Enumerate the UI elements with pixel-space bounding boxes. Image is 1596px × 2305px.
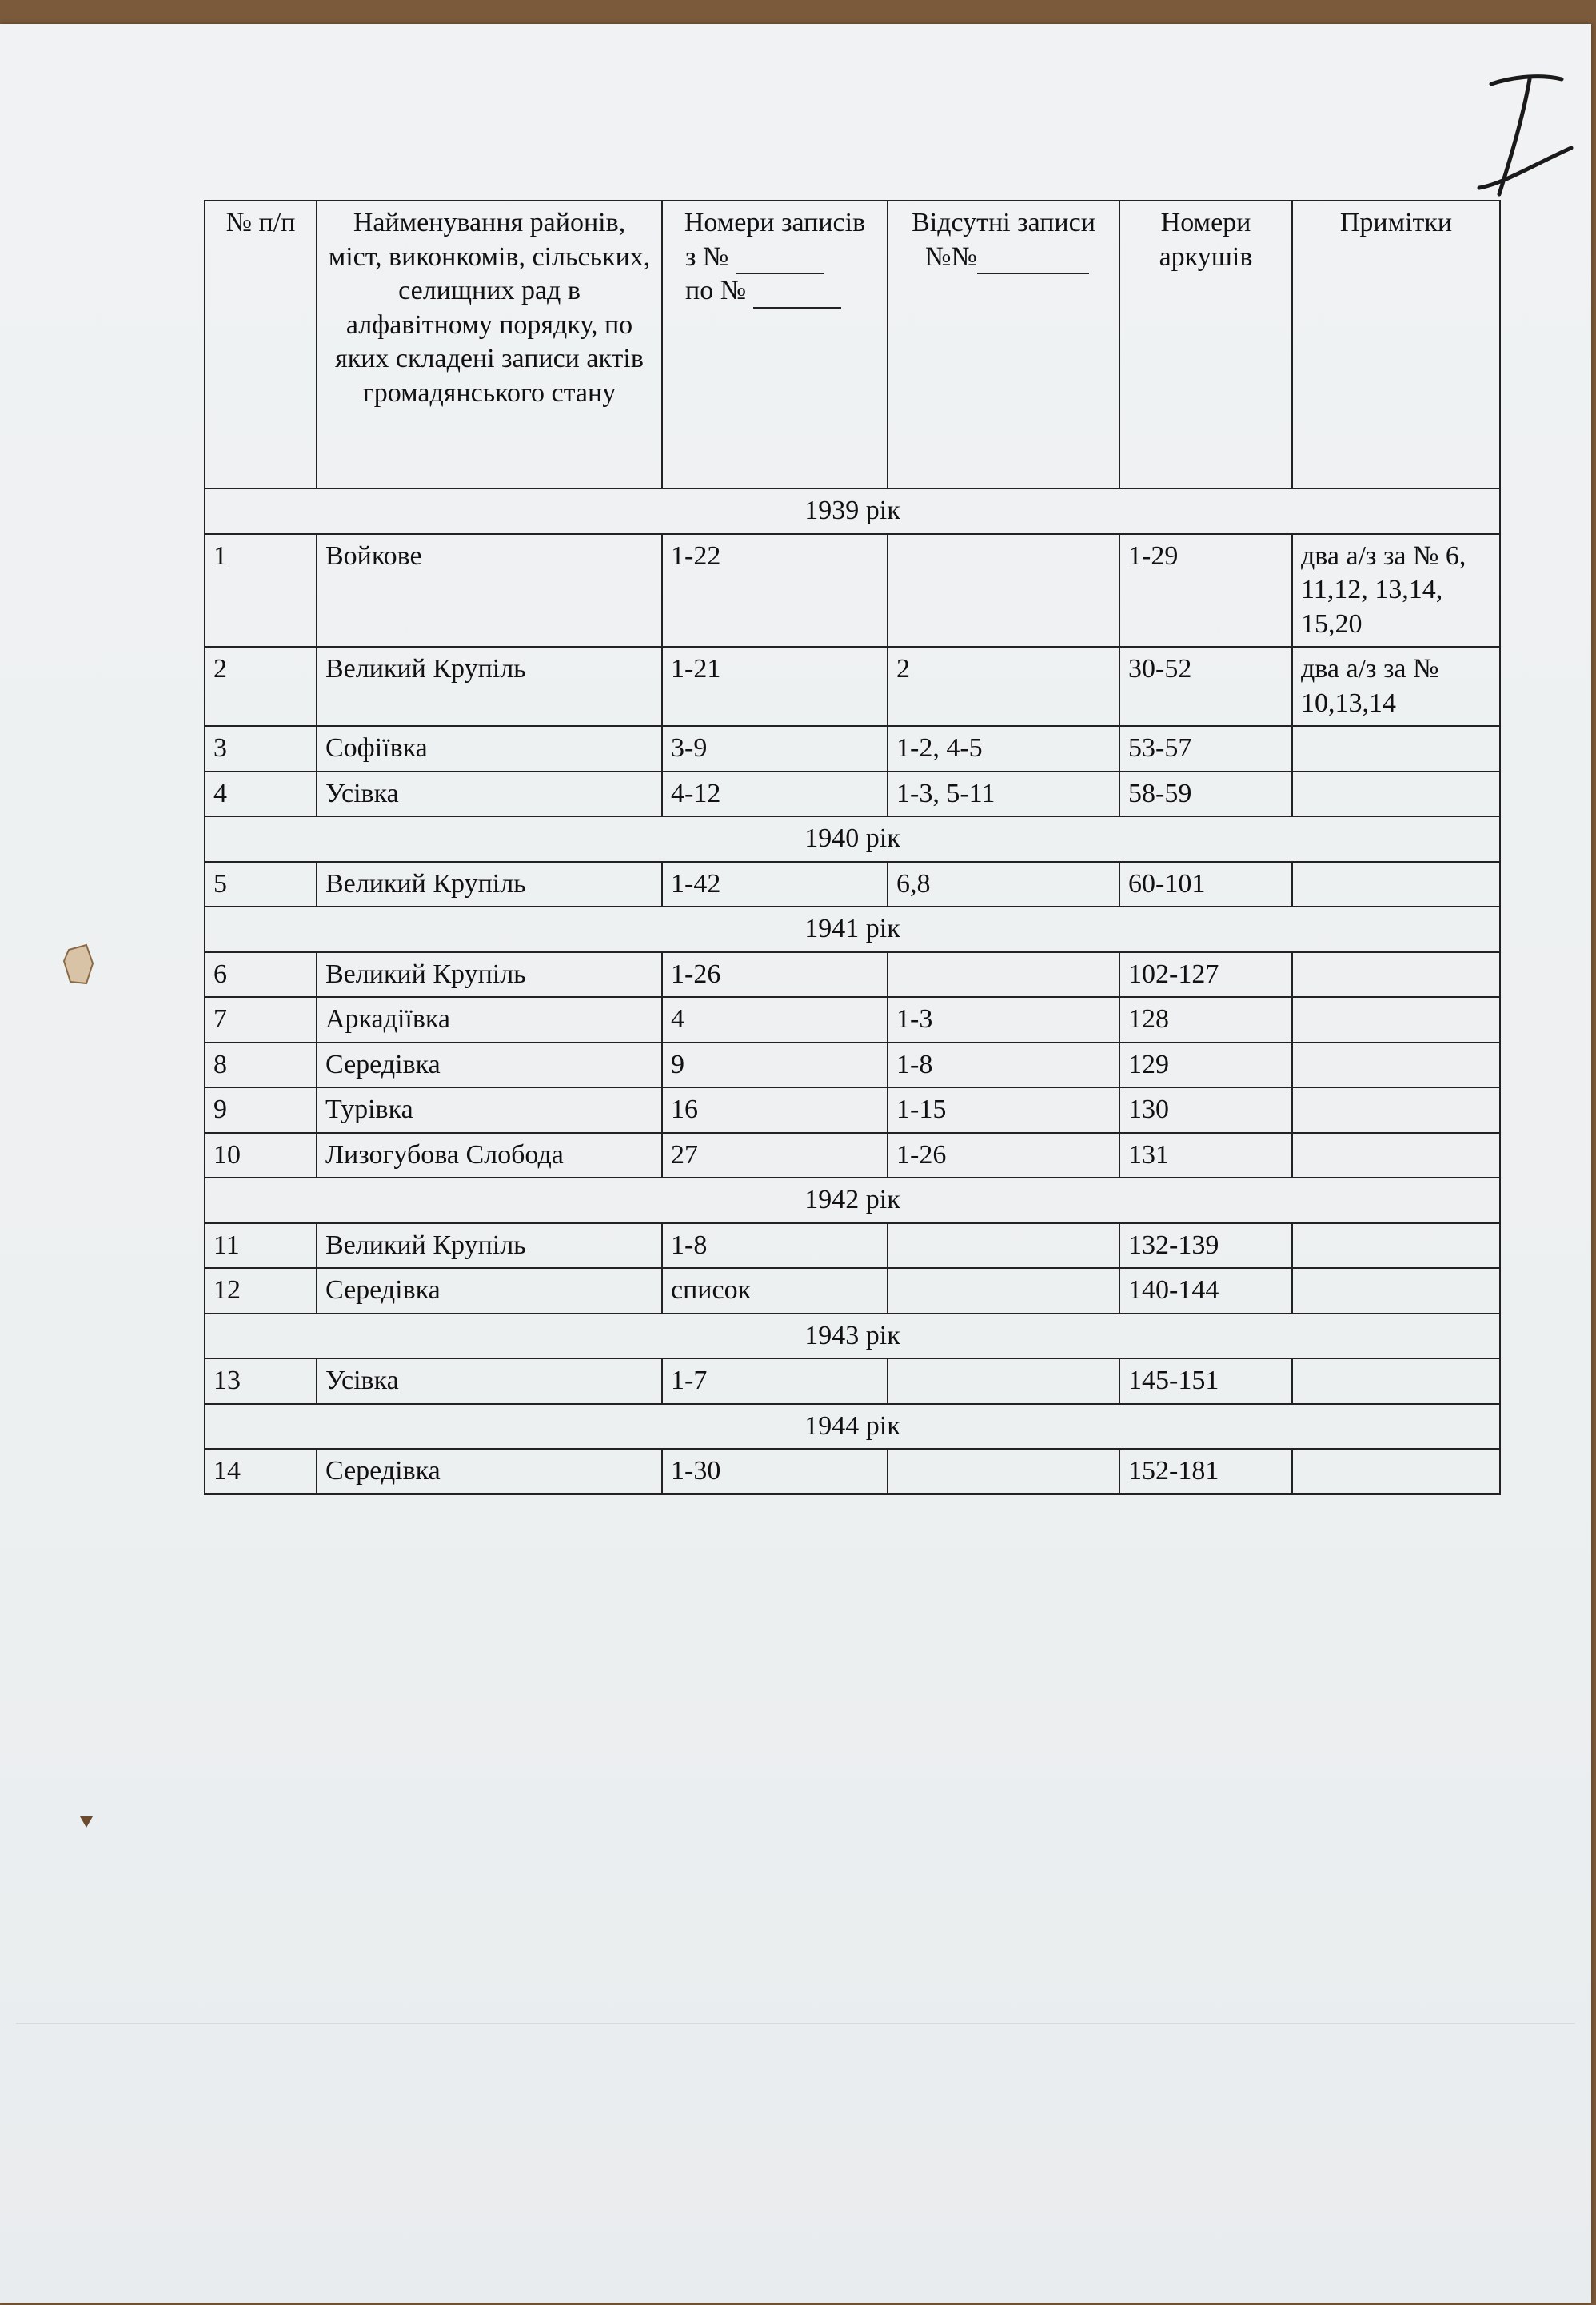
year-heading: 1941 рік: [205, 907, 1500, 952]
cell-notes: [1292, 726, 1500, 772]
cell-num: 11: [205, 1223, 317, 1269]
header-sheets: Номери аркушів: [1119, 201, 1292, 489]
year-row: [205, 816, 1500, 862]
cell-name: Лизогубова Слобода: [317, 1133, 662, 1178]
cell-records: 3-9: [662, 726, 888, 772]
cell-missing: [888, 1268, 1119, 1314]
table-row: [205, 862, 1500, 907]
cell-notes: [1292, 1087, 1500, 1133]
table-row: [205, 534, 1500, 648]
cell-missing: 1-3, 5-11: [888, 772, 1119, 817]
header-records-from-line: [671, 241, 879, 275]
cell-notes: [1292, 1043, 1500, 1088]
header-notes: Примітки: [1292, 201, 1500, 489]
cell-name: Великий Крупіль: [317, 952, 662, 998]
header-records: [662, 201, 888, 489]
header-records-to: по №: [685, 276, 747, 305]
cell-missing: 1-2, 4-5: [888, 726, 1119, 772]
table-row: [205, 952, 1500, 998]
cell-name: Войкове: [317, 534, 662, 648]
cell-name: Усівка: [317, 772, 662, 817]
cell-sheets: 145-151: [1119, 1358, 1292, 1404]
cell-name: Великий Крупіль: [317, 647, 662, 726]
cell-notes: [1292, 862, 1500, 907]
cell-notes: [1292, 1449, 1500, 1494]
year-heading: 1940 рік: [205, 816, 1500, 862]
blank-line: [753, 280, 841, 309]
cell-missing: 1-3: [888, 997, 1119, 1043]
year-heading: 1944 рік: [205, 1404, 1500, 1450]
table-row: [205, 1087, 1500, 1133]
cell-name: Середівка: [317, 1268, 662, 1314]
cell-records: 1-7: [662, 1358, 888, 1404]
cell-notes: [1292, 952, 1500, 998]
paper-fold-line: [16, 2023, 1575, 2024]
header-missing-line: [896, 241, 1111, 275]
paper-speck-mark: [78, 1813, 94, 1829]
cell-name: Софіївка: [317, 726, 662, 772]
cell-sheets: 58-59: [1119, 772, 1292, 817]
cell-sheets: 131: [1119, 1133, 1292, 1178]
cell-sheets: 128: [1119, 997, 1292, 1043]
cell-sheets: 152-181: [1119, 1449, 1292, 1494]
cell-num: 10: [205, 1133, 317, 1178]
cell-sheets: 129: [1119, 1043, 1292, 1088]
torn-hole-mark: [62, 943, 94, 987]
year-row: [205, 489, 1500, 534]
table-row: [205, 1223, 1500, 1269]
table-row: [205, 1358, 1500, 1404]
year-row: [205, 1404, 1500, 1450]
cell-missing: 1-8: [888, 1043, 1119, 1088]
cell-num: 6: [205, 952, 317, 998]
cell-notes: [1292, 1358, 1500, 1404]
cell-sheets: 1-29: [1119, 534, 1292, 648]
header-records-from: з №: [685, 241, 729, 272]
cell-sheets: 130: [1119, 1087, 1292, 1133]
cell-num: 13: [205, 1358, 317, 1404]
table-row: [205, 1268, 1500, 1314]
year-row: [205, 1178, 1500, 1223]
cell-sheets: 132-139: [1119, 1223, 1292, 1269]
cell-missing: 1-26: [888, 1133, 1119, 1178]
cell-num: 3: [205, 726, 317, 772]
cell-sheets: 30-52: [1119, 647, 1292, 726]
cell-num: 1: [205, 534, 317, 648]
cell-num: 5: [205, 862, 317, 907]
cell-name: Середівка: [317, 1449, 662, 1494]
cell-records: 4-12: [662, 772, 888, 817]
year-heading: 1939 рік: [205, 489, 1500, 534]
cell-name: Середівка: [317, 1043, 662, 1088]
cell-notes: [1292, 772, 1500, 817]
cell-missing: [888, 1358, 1119, 1404]
cell-records: 1-8: [662, 1223, 888, 1269]
table-row: [205, 726, 1500, 772]
register-table: [204, 200, 1501, 1495]
cell-records: 27: [662, 1133, 888, 1178]
cell-notes: [1292, 997, 1500, 1043]
header-name: Найменування районів, міст, виконкомів, сільських, селищних рад в алфавітному порядку, по яких складені записи актів громадянського стану: [317, 201, 662, 489]
year-row: [205, 1314, 1500, 1359]
header-records-to-line: [671, 274, 879, 309]
cell-num: 8: [205, 1043, 317, 1088]
cell-records: 1-21: [662, 647, 888, 726]
cell-records: 1-42: [662, 862, 888, 907]
cell-num: 14: [205, 1449, 317, 1494]
header-records-title: Номери записів: [684, 208, 866, 237]
year-row: [205, 907, 1500, 952]
table-row: [205, 1043, 1500, 1088]
header-missing-prefix: №№: [925, 241, 977, 272]
table-row: [205, 647, 1500, 726]
header-missing: [888, 201, 1119, 489]
cell-records: список: [662, 1268, 888, 1314]
cell-name: Турівка: [317, 1087, 662, 1133]
cell-missing: 6,8: [888, 862, 1119, 907]
year-heading: 1943 рік: [205, 1314, 1500, 1359]
cell-name: Аркадіївка: [317, 997, 662, 1043]
cell-name: Великий Крупіль: [317, 1223, 662, 1269]
cell-missing: 2: [888, 647, 1119, 726]
cell-missing: [888, 1223, 1119, 1269]
cell-notes: [1292, 1268, 1500, 1314]
cell-sheets: 140-144: [1119, 1268, 1292, 1314]
year-heading: 1942 рік: [205, 1178, 1500, 1223]
header-missing-title: Відсутні записи: [912, 208, 1095, 237]
cell-notes: [1292, 1223, 1500, 1269]
cell-sheets: 53-57: [1119, 726, 1292, 772]
cell-missing: [888, 952, 1119, 998]
blank-line: [977, 245, 1089, 274]
cell-notes: два а/з за № 6, 11,12, 13,14, 15,20: [1292, 534, 1500, 648]
cell-records: 16: [662, 1087, 888, 1133]
cell-missing: 1-15: [888, 1087, 1119, 1133]
table-row: [205, 1133, 1500, 1178]
cell-records: 1-30: [662, 1449, 888, 1494]
cell-num: 7: [205, 997, 317, 1043]
header-number: № п/п: [205, 201, 317, 489]
cell-notes: [1292, 1133, 1500, 1178]
table-row: [205, 772, 1500, 817]
cell-sheets: 60-101: [1119, 862, 1292, 907]
cell-records: 1-22: [662, 534, 888, 648]
cell-missing: [888, 534, 1119, 648]
cell-records: 9: [662, 1043, 888, 1088]
table-row: [205, 1449, 1500, 1494]
blank-line: [736, 245, 824, 274]
table-row: [205, 997, 1500, 1043]
cell-sheets: 102-127: [1119, 952, 1292, 998]
handwritten-page-mark: [1467, 68, 1579, 204]
cell-records: 4: [662, 997, 888, 1043]
cell-num: 9: [205, 1087, 317, 1133]
paper-sheet: [0, 24, 1591, 2303]
header-row: [205, 201, 1500, 489]
cell-num: 4: [205, 772, 317, 817]
cell-missing: [888, 1449, 1119, 1494]
cell-notes: два а/з за № 10,13,14: [1292, 647, 1500, 726]
cell-name: Усівка: [317, 1358, 662, 1404]
cell-records: 1-26: [662, 952, 888, 998]
register-table-body: [205, 489, 1500, 1494]
cell-name: Великий Крупіль: [317, 862, 662, 907]
cell-num: 12: [205, 1268, 317, 1314]
cell-num: 2: [205, 647, 317, 726]
